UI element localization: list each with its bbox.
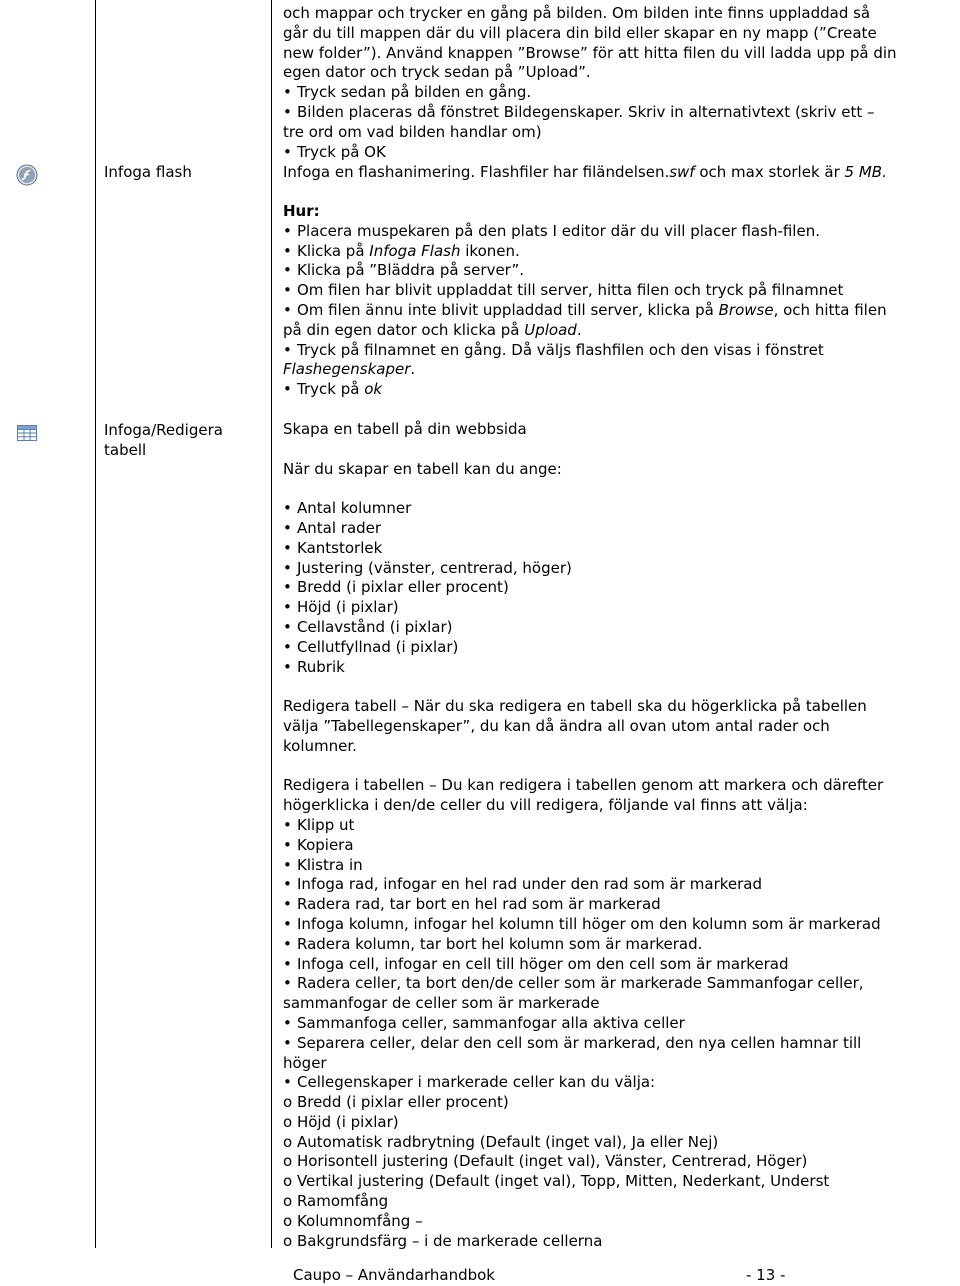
table-label — [104, 420, 223, 460]
list-item: • Sammanfoga celler, sammanfogar alla aktiva celler — [283, 1014, 953, 1034]
list-item: • Kopiera — [283, 836, 953, 856]
text-line — [283, 360, 953, 380]
table-border-right — [271, 0, 272, 1248]
list-item: • Radera celler, ta bort den/de celler som är markerade Sammanfogar celler, — [283, 974, 953, 994]
list-item: • Bilden placeras då fönstret Bildegenskaper. Skriv in alternativtext (skriv ett – — [283, 103, 953, 123]
list-item: • Klistra in — [283, 856, 953, 876]
list-item: • Tryck sedan på bilden en gång. — [283, 83, 953, 103]
text-line: Redigera i tabellen – Du kan redigera i tabellen genom att markera och därefter — [283, 776, 884, 795]
page-number: - 13 - — [746, 1266, 786, 1284]
sub-list-item: o Höjd (i pixlar) — [283, 1112, 399, 1131]
flash-description — [283, 163, 953, 183]
text-line — [283, 321, 953, 341]
text-line: sammanfogar de celler som är markerade — [283, 994, 600, 1013]
footer-title: Caupo – Användarhandbok — [293, 1266, 495, 1284]
list-item: • Justering (vänster, centrerad, höger) — [283, 559, 953, 579]
text: . — [576, 320, 582, 339]
list-item: • Höjd (i pixlar) — [283, 598, 953, 618]
text-line: Skapa en tabell på din webbsida — [283, 420, 527, 438]
text: Infoga Flash — [369, 241, 461, 260]
text-line: new folder”). Använd knappen ”Browse” för att hitta filen du vill ladda upp på din — [283, 43, 897, 62]
list-item: • Infoga rad, infogar en hel rad under den rad som är markerad — [283, 875, 953, 895]
text-line: och mappar och trycker en gång på bilden. Om bilden inte finns uppladdad så — [283, 4, 871, 22]
flash-label: Infoga flash — [104, 163, 192, 181]
page-footer — [293, 1265, 786, 1285]
list-item: • Antal rader — [283, 519, 953, 539]
list-item: • Antal kolumner — [283, 499, 953, 519]
upload-instructions — [283, 4, 953, 162]
text: Tryck på — [297, 380, 365, 399]
list-item: • Radera kolumn, tar bort hel kolumn som är markerad. — [283, 935, 953, 955]
sub-list-item: o Bakgrundsfärg – i de markerade cellerna — [283, 1231, 603, 1250]
text-line: välja ”Tabellegenskaper”, du kan då ändra all ovan utom antal rader och — [283, 716, 830, 735]
text: och max storlek är — [694, 163, 845, 181]
text: Om filen ännu inte blivit uppladdad till server, klicka på — [297, 300, 719, 319]
text-line: höger — [283, 1053, 327, 1072]
table-border-left — [95, 0, 96, 1248]
list-item: • Infoga kolumn, infogar hel kolumn till höger om den kolumn som är markerad — [283, 915, 953, 935]
flash-icon — [15, 164, 39, 186]
text: Browse — [718, 300, 774, 319]
text-line: När du skapar en tabell kan du ange: — [283, 459, 562, 478]
text-line: tabell — [104, 441, 147, 459]
sub-list-item: o Ramomfång — [283, 1192, 389, 1211]
table-icon — [17, 425, 37, 441]
list-item: • Infoga cell, infogar en cell till höger om den cell som är markerad — [283, 955, 953, 975]
text: på din egen dator och klicka på — [283, 320, 525, 339]
list-item — [283, 242, 953, 262]
list-item: • Rubrik — [283, 658, 953, 678]
text: Klicka på — [297, 241, 370, 260]
list-item: • Tryck på filnamnet en gång. Då väljs flashfilen och den visas i fönstret — [283, 341, 953, 361]
text: , och hitta filen — [773, 300, 887, 319]
sub-list-item: o Bredd (i pixlar eller procent) — [283, 1093, 509, 1112]
list-item: • Cellavstånd (i pixlar) — [283, 618, 953, 638]
text-line: Redigera tabell – När du ska redigera en tabell ska du högerklicka på tabellen — [283, 697, 867, 716]
sub-list-item: o Automatisk radbrytning (Default (inget val), Ja eller Nej) — [283, 1132, 719, 1151]
text: ikonen. — [460, 241, 520, 260]
text: 5 MB. — [844, 163, 887, 181]
text-line: egen dator och tryck sedan på ”Upload”. — [283, 63, 591, 82]
list-item: • Cellutfyllnad (i pixlar) — [283, 638, 953, 658]
list-item: • Bredd (i pixlar eller procent) — [283, 578, 953, 598]
list-item: • Tryck på OK — [283, 143, 953, 163]
text-line: kolumner. — [283, 736, 357, 755]
text-line: går du till mappen där du vill placera din bild eller skapar en ny mapp (”Create — [283, 23, 877, 42]
list-item — [283, 301, 953, 321]
sub-list-item: o Vertikal justering (Default (inget val), Topp, Mitten, Nederkant, Underst — [283, 1172, 830, 1191]
list-item: • Cellegenskaper i markerade celler kan du välja: — [283, 1073, 953, 1093]
list-item: • Om filen har blivit uppladdat till server, hitta filen och tryck på filnamnet — [283, 281, 953, 301]
text-line: Infoga/Redigera — [104, 421, 223, 439]
text: swf — [669, 163, 695, 181]
flash-how — [283, 202, 953, 400]
list-item: • Klicka på ”Bläddra på server”. — [283, 261, 953, 281]
list-item — [283, 380, 953, 400]
text: Flashegenskaper — [283, 360, 411, 379]
how-heading: Hur: — [283, 202, 320, 220]
list-item: • Klipp ut — [283, 816, 953, 836]
sub-list-item: o Horisontell justering (Default (inget val), Vänster, Centrerad, Höger) — [283, 1152, 808, 1171]
text-line: högerklicka i den/de celler du vill redigera, följande val finns att välja: — [283, 796, 808, 815]
table-description — [283, 420, 953, 1251]
text: Infoga en flashanimering. Flashfiler har filändelsen. — [283, 163, 670, 181]
list-item: • Placera muspekaren på den plats I editor där du vill placer flash-filen. — [283, 222, 953, 242]
text: Upload — [524, 320, 577, 339]
list-item: • Radera rad, tar bort en hel rad som är markerad — [283, 895, 953, 915]
sub-list-item: o Kolumnomfång – — [283, 1211, 423, 1230]
text: . — [410, 360, 416, 379]
text: ok — [364, 380, 383, 399]
list-item: • Separera celler, delar den cell som är markerad, den nya cellen hamnar till — [283, 1034, 953, 1054]
flash-intro — [283, 163, 953, 183]
list-item: • Kantstorlek — [283, 539, 953, 559]
text-line: tre ord om vad bilden handlar om) — [283, 122, 542, 141]
